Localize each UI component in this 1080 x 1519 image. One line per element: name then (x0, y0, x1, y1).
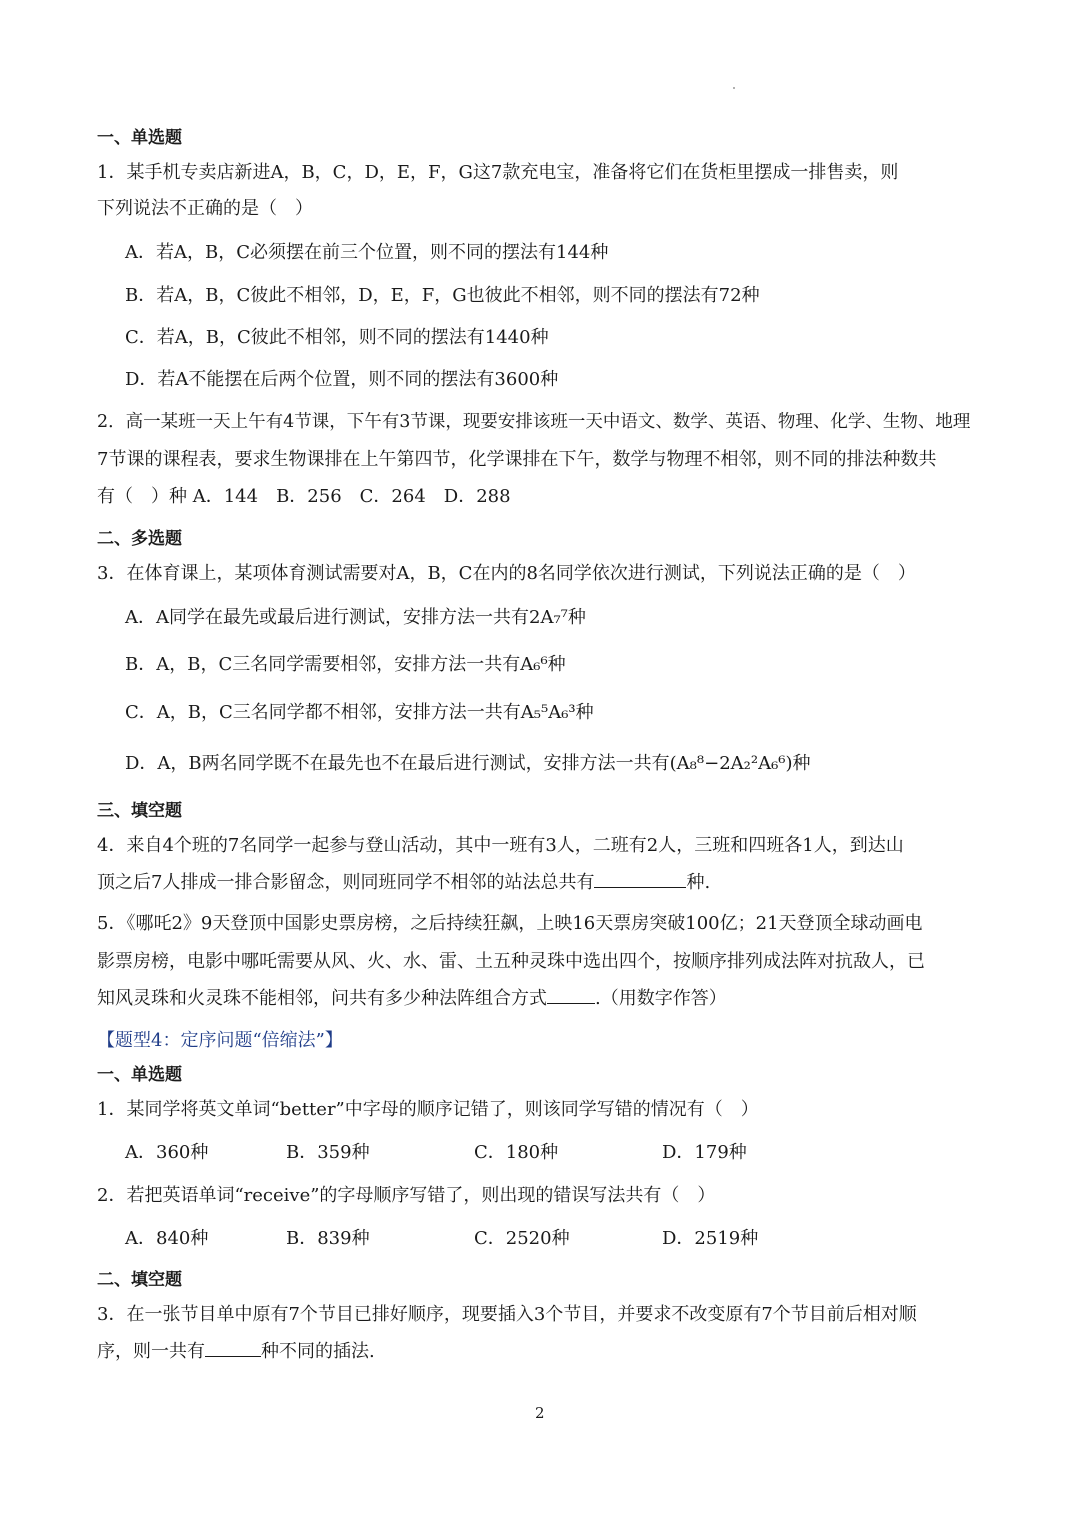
question-3-option-a: A．A同学在最先或最后进行测试，安排方法一共有2A₇⁷种 (125, 607, 586, 628)
topic-question-2-option-b: B．839种 (286, 1228, 370, 1249)
topic-question-2-line-1: 2．若把英语单词“receive”的字母顺序写错了，则出现的错误写法共有（ ） (97, 1185, 716, 1206)
question-4-line-2 (97, 872, 710, 894)
topic-question-2-option-d: D．2519种 (662, 1228, 759, 1249)
topic-question-3-suffix: 种不同的插法. (261, 1341, 375, 1362)
question-1-line-1: 1．某手机专卖店新进A，B，C，D，E，F，G这7款充电宝，准备将它们在货柜里摆成一排售卖，则 (97, 162, 899, 183)
section-heading-multiple-choice: 二、多选题 (97, 529, 182, 549)
question-4-text: 顶之后7人排成一排合影留念，则同班同学不相邻的站法总共有 (97, 872, 595, 893)
question-3-option-b: B．A，B，C三名同学需要相邻，安排方法一共有A₆⁶种 (125, 654, 566, 675)
question-1-line-2: 下列说法不正确的是（ ） (97, 198, 313, 219)
topic-heading: 【题型4：定序问题“倍缩法”】 (97, 1030, 343, 1051)
section-heading-fill-in: 三、填空题 (97, 801, 182, 821)
question-3-option-c: C．A，B，C三名同学都不相邻，安排方法一共有A₅⁵A₆³种 (125, 702, 594, 723)
question-1-option-d: D．若A不能摆在后两个位置，则不同的摆法有3600种 (125, 369, 559, 390)
question-1-option-a: A．若A，B，C必须摆在前三个位置，则不同的摆法有144种 (125, 242, 609, 263)
question-4-line-1: 4．来自4个班的7名同学一起参与登山活动，其中一班有3人，二班有2人，三班和四班各1人，到达山 (97, 835, 904, 856)
question-5-line-2: 影票房榜，电影中哪吒需要从风、火、水、雷、土五种灵珠中选出四个，按顺序排列成法阵对抗敌人，已 (97, 951, 925, 972)
section-heading-single-choice: 一、单选题 (97, 128, 182, 148)
answer-blank[interactable] (547, 989, 595, 1004)
topic-question-3-line-1: 3．在一张节目单中原有7个节目已排好顺序，现要插入3个节目，并要求不改变原有7个节目前后相对顺 (97, 1304, 917, 1325)
question-2-line-2: 7节课的课程表，要求生物课排在上午第四节，化学课排在下午，数学与物理不相邻，则不同的排法种数共 (97, 449, 937, 470)
question-3-option-d: D．A，B两名同学既不在最先也不在最后进行测试，安排方法一共有(A₈⁸−2A₂²A₆⁶)种 (125, 753, 811, 774)
question-5-line-3 (97, 988, 727, 1010)
question-2-line-1: 2．高一某班一天上午有4节课，下午有3节课，现要安排该班一天中语文、数学、英语、物理、化学、生物、地理 (97, 412, 971, 432)
question-1-option-b: B．若A，B，C彼此不相邻，D，E，F，G也彼此不相邻，则不同的摆法有72种 (125, 285, 760, 306)
section-heading-single-choice-2: 一、单选题 (97, 1065, 182, 1085)
answer-blank[interactable] (594, 873, 686, 888)
page-number: 2 (535, 1404, 545, 1422)
topic-question-1-line-1: 1．某同学将英文单词“better”中字母的顺序记错了，则该同学写错的情况有（ ） (97, 1099, 759, 1120)
topic-question-1-option-a: A．360种 (125, 1142, 209, 1163)
topic-question-2-option-c: C．2520种 (474, 1228, 570, 1249)
topic-question-1-option-b: B．359种 (286, 1142, 370, 1163)
topic-question-2-option-a: A．840种 (125, 1228, 209, 1249)
question-1-option-c: C．若A，B，C彼此不相邻，则不同的摆法有1440种 (125, 327, 549, 348)
topic-question-3-text: 序，则一共有 (97, 1341, 205, 1362)
question-5-suffix: .（用数字作答） (595, 988, 727, 1009)
answer-blank[interactable] (205, 1342, 261, 1357)
topic-question-3-line-2 (97, 1341, 375, 1363)
topic-question-1-option-d: D．179种 (662, 1142, 747, 1163)
question-2-line-3: 有（ ）种 A．144 B．256 C．264 D．288 (97, 486, 511, 507)
topic-question-1-option-c: C．180种 (474, 1142, 559, 1163)
question-4-suffix: 种. (686, 872, 711, 893)
section-heading-fill-in-2: 二、填空题 (97, 1270, 182, 1290)
question-3-line-1: 3．在体育课上，某项体育测试需要对A，B，C在内的8名同学依次进行测试，下列说法正确的是（ ） (97, 563, 916, 584)
speck (733, 87, 735, 89)
question-5-text: 知风灵珠和火灵珠不能相邻，问共有多少种法阵组合方式 (97, 988, 547, 1009)
question-5-line-1: 5．《哪吒2》9天登顶中国影史票房榜，之后持续狂飙，上映16天票房突破100亿；21天登顶全球动画电 (97, 913, 923, 934)
